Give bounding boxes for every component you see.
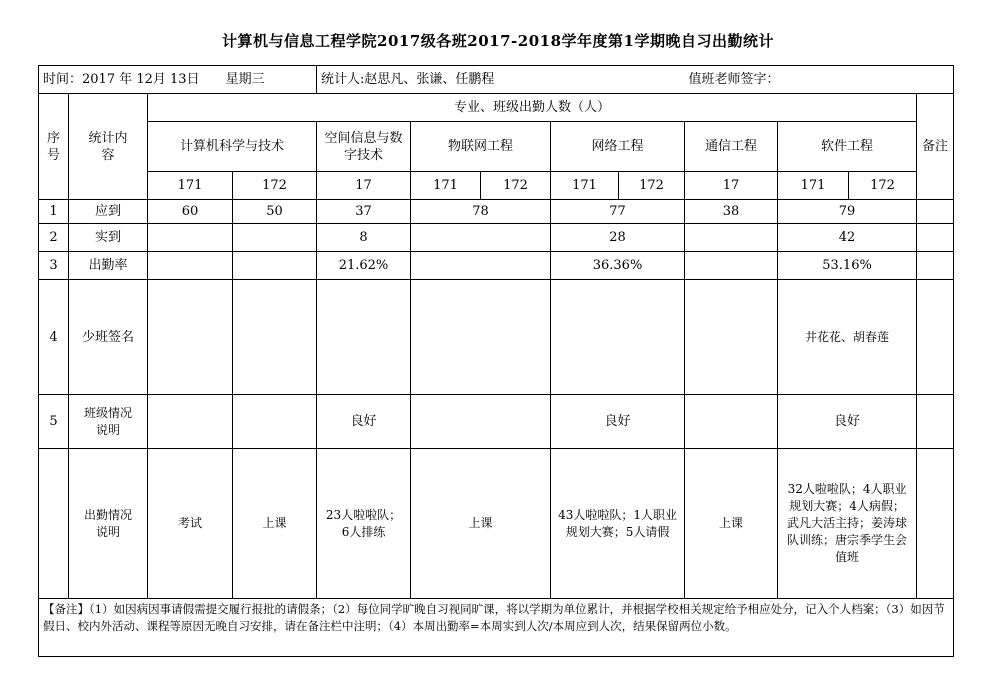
cell-space: 良好 (317, 395, 411, 449)
major-cs: 计算机科学与技术 (148, 122, 317, 172)
row-label: 出勤率 (69, 252, 148, 280)
class-cell: 171 (778, 172, 849, 200)
footnote-row (39, 599, 954, 657)
cell-cs171 (148, 252, 233, 280)
cell-iot (411, 224, 551, 252)
table-row (39, 449, 954, 599)
class-cell: 172 (481, 172, 551, 200)
attendance-table (38, 65, 954, 657)
cell-software: 32人啦啦队；4人职业规划大赛；4人病假；武凡大活主持；姜涛球队训练；唐宗季学生会值班 (778, 449, 917, 599)
cell-network: 43人啦啦队；1人职业规划大赛；5人请假 (551, 449, 685, 599)
remark-header: 备注 (917, 94, 954, 200)
time-cell: 时间：2017 年 12月 13日 星期三 (39, 66, 317, 94)
cell-software: 良好 (778, 395, 917, 449)
cell-space (317, 280, 411, 395)
cell-network: 28 (551, 224, 685, 252)
cell-software: 79 (778, 200, 917, 224)
cell-network: 77 (551, 200, 685, 224)
row-label: 应到 (69, 200, 148, 224)
cell-network: 良好 (551, 395, 685, 449)
cell-cs172 (233, 395, 317, 449)
major-space: 空间信息与数字技术 (317, 122, 411, 172)
table-row (39, 252, 954, 280)
cell-network: 36.36% (551, 252, 685, 280)
class-cell: 172 (233, 172, 317, 200)
cell-remark (917, 252, 954, 280)
cell-network (551, 280, 685, 395)
cell-remark (917, 224, 954, 252)
header-row-1 (39, 94, 954, 122)
cell-cs172 (233, 252, 317, 280)
teacher-signature-cell: 值班老师签字： (685, 66, 954, 94)
row-number: 1 (39, 200, 69, 224)
cell-space: 23人啦啦队；6人排练 (317, 449, 411, 599)
cell-cs171 (148, 395, 233, 449)
table-row (39, 280, 954, 395)
row-number: 3 (39, 252, 69, 280)
class-cell: 17 (317, 172, 411, 200)
cell-remark (917, 449, 954, 599)
cell-comm (685, 395, 778, 449)
seq-header: 序号 (39, 94, 69, 200)
class-cell: 172 (619, 172, 685, 200)
cell-cs172 (233, 224, 317, 252)
footnote: 【备注】（1）如因病因事请假需提交履行报批的请假条；（2）每位同学旷晚自习视同旷课，将以学期为单位累计，并根据学校相关规定给予相应处分，记入个人档案；（3）如因节假日、校内外活动、课程等原因无晚自习安排，请在备注栏中注明；（4）本周出勤率=本周实到人次/本周应到人次，结果保留两位小数。 (39, 599, 954, 657)
group-header: 专业、班级出勤人数（人） (148, 94, 917, 122)
major-iot: 物联网工程 (411, 122, 551, 172)
cell-cs171: 考试 (148, 449, 233, 599)
row-label: 班级情况说明 (69, 395, 148, 449)
cell-cs172: 上课 (233, 449, 317, 599)
cell-space: 37 (317, 200, 411, 224)
table-row (39, 224, 954, 252)
row-label: 出勤情况说明 (69, 449, 148, 599)
cell-remark (917, 395, 954, 449)
class-cell: 171 (411, 172, 481, 200)
cell-iot (411, 252, 551, 280)
class-cell: 172 (849, 172, 917, 200)
class-cell: 171 (551, 172, 619, 200)
class-cell: 17 (685, 172, 778, 200)
cell-iot: 上课 (411, 449, 551, 599)
table-row (39, 200, 954, 224)
cell-remark (917, 200, 954, 224)
stat-content-header: 统计内容 (69, 94, 148, 200)
row-label: 实到 (69, 224, 148, 252)
info-row (39, 66, 954, 94)
cell-iot (411, 395, 551, 449)
major-software: 软件工程 (778, 122, 917, 172)
cell-space: 21.62% (317, 252, 411, 280)
header-row-majors (39, 122, 954, 172)
cell-cs171 (148, 280, 233, 395)
major-network: 网络工程 (551, 122, 685, 172)
cell-comm (685, 252, 778, 280)
cell-cs171 (148, 224, 233, 252)
cell-comm: 上课 (685, 449, 778, 599)
row-number (39, 449, 69, 599)
major-comm: 通信工程 (685, 122, 778, 172)
cell-remark (917, 280, 954, 395)
cell-comm (685, 280, 778, 395)
class-cell: 171 (148, 172, 233, 200)
statistician-cell: 统计人:赵思凡、张谦、任鹏程 (317, 66, 685, 94)
page-title: 计算机与信息工程学院2017级各班2017-2018学年度第1学期晚自习出勤统计 (222, 32, 774, 50)
table-row (39, 395, 954, 449)
row-number: 2 (39, 224, 69, 252)
cell-cs171: 60 (148, 200, 233, 224)
row-number: 5 (39, 395, 69, 449)
cell-cs172: 50 (233, 200, 317, 224)
cell-software: 井花花、胡春莲 (778, 280, 917, 395)
cell-comm: 38 (685, 200, 778, 224)
cell-iot (411, 280, 551, 395)
cell-comm (685, 224, 778, 252)
row-label: 少班签名 (69, 280, 148, 395)
cell-cs172 (233, 280, 317, 395)
cell-space: 8 (317, 224, 411, 252)
cell-software: 53.16% (778, 252, 917, 280)
row-number: 4 (39, 280, 69, 395)
cell-software: 42 (778, 224, 917, 252)
header-row-classes (39, 172, 954, 200)
cell-iot: 78 (411, 200, 551, 224)
